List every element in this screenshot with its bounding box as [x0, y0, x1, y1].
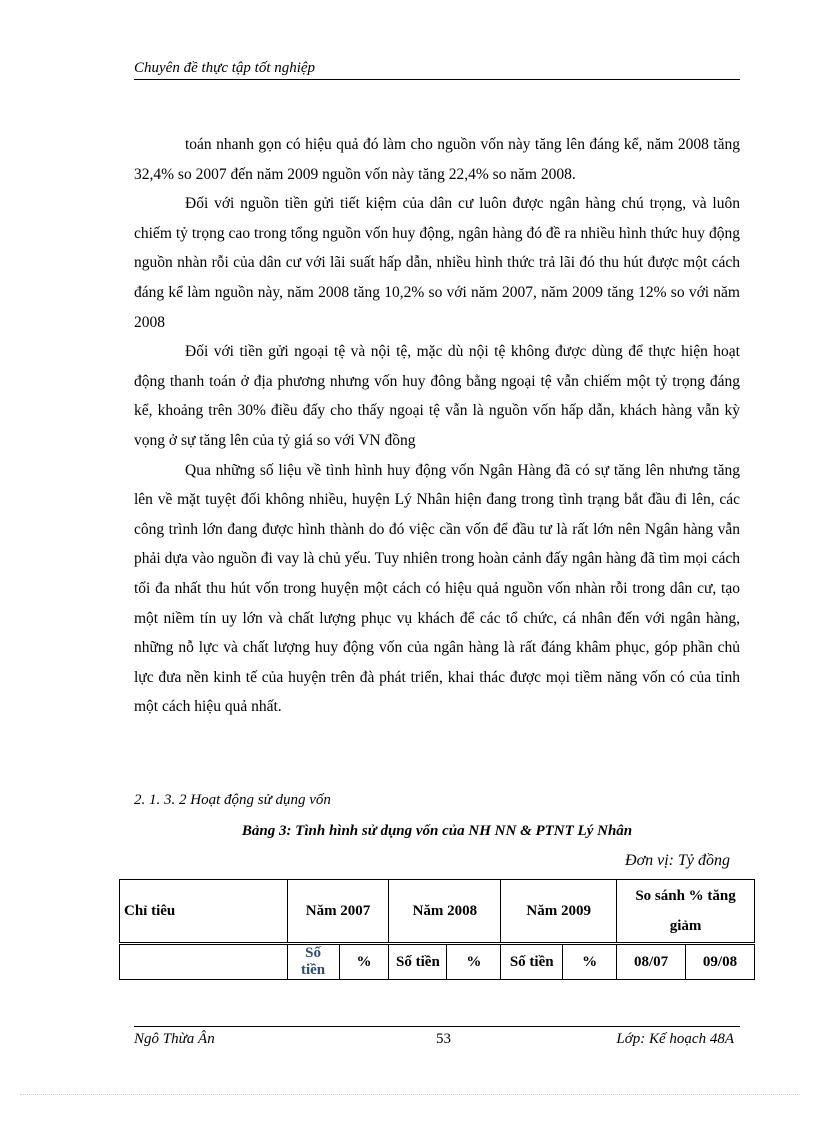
- header-indicator: Chỉ tiêu: [120, 880, 288, 944]
- subheader-amount-2007: Số tiền: [287, 944, 339, 980]
- subheader-cmp-0908: 09/08: [686, 944, 755, 980]
- subheader-amount-2009: Số tiền: [501, 944, 563, 980]
- header-year-2009: Năm 2009: [501, 880, 617, 944]
- paragraph-4: Qua những số liệu về tình hình huy động vốn Ngân Hàng đã có sự tăng lên nhưng tăng lên về mặt tuyệt đối không nhiều, huyện Lý Nhân hiện đang trong tình trạng bắt đầu đi lên, các công trình lớn đang được hình thành do đó việc cần vốn để đầu tư là rất lớn nên Ngân hàng vẫn phải dựa vào nguồn đi vay là chủ yếu. Tuy nhiên trong hoàn cảnh đấy ngân hàng đã tìm mọi cách tối đa nhất thu hút vốn trong huyện một cách có hiệu quả nguồn vốn nhàn rỗi trong dân cư, tạo một niềm tín uy lớn và chất lượng phục vụ khách để các tổ chức, cá nhân đến với ngân hàng, những nỗ lực và chất lượng huy động vốn của ngân hàng là rất đáng khâm phục, góp phần chủ lực đưa nền kinh tế của huyện trên đà phát triển, khai thác được mọi tiềm năng vốn có của tỉnh một cách hiệu quả nhất.: [134, 461, 740, 716]
- subheader-pct-2009: %: [563, 944, 617, 980]
- page-footer: [134, 1026, 740, 1051]
- subheader-pct-2008: %: [447, 944, 501, 980]
- table-caption: Bảng 3: Tình hình sử dụng vốn của NH NN & PTNT Lý Nhân: [241, 823, 633, 839]
- paragraph-3: Đối với tiền gửi ngoại tệ và nội tệ, mặc dù nội tệ không được dùng để thực hiện hoạt động thanh toán ở địa phương nhưng vốn huy đông bằng ngoại tệ vẫn chiếm một tỷ trọng đáng kể, khoảng trên 30% điều đấy cho thấy ngoại tệ vẫn là nguồn vốn hấp dẫn, khách hàng vẫn kỳ vọng ở sự tăng lên của tỷ giá so với VN đồng: [134, 343, 740, 449]
- header-year-2007: Năm 2007: [287, 880, 389, 944]
- header-year-2008: Năm 2008: [389, 880, 501, 944]
- section-heading: 2. 1. 3. 2 Hoạt động sử dụng vốn: [134, 792, 331, 808]
- subheader-empty: [120, 944, 288, 980]
- footer-class: Lớp: Kế hoạch 48A: [616, 1031, 734, 1047]
- subheader-amount-2008: Số tiền: [389, 944, 447, 980]
- table-header-row: [120, 880, 755, 944]
- table-unit: Đơn vị: Tỷ đồng: [625, 852, 730, 869]
- subheader-cmp-0807: 08/07: [617, 944, 686, 980]
- paragraph-1: toán nhanh gọn có hiệu quả đó làm cho nguồn vốn này tăng lên đáng kể, năm 2008 tăng 32,4% so 2007 đến năm 2009 nguồn vốn này tăng 22,4% so năm 2008.: [134, 136, 740, 183]
- table-subheader-row: [120, 944, 755, 980]
- header-compare: So sánh % tăng giảm: [617, 880, 755, 944]
- body-text: [134, 130, 740, 722]
- page-bottom-divider: [20, 1094, 800, 1095]
- footer-author: Ngô Thừa Ân: [134, 1031, 215, 1047]
- page-header: [134, 58, 740, 80]
- page-number: 53: [436, 1031, 451, 1047]
- capital-usage-table: [119, 879, 755, 980]
- paragraph-2: Đối với nguồn tiền gửi tiết kiệm của dân cư luôn được ngân hàng chú trọng, và luôn chiếm tỷ trọng cao trong tổng nguồn vốn huy động, ngân hàng đó đề ra nhiều hình thức huy động nguồn nhàn rỗi của dân cư với lãi suất hấp dẫn, nhiều hình thức trả lãi đó thu hút được một cách đáng kể làm nguồn này, năm 2008 tăng 10,2% so với năm 2007, năm 2009 tăng 12% so với năm 2008: [134, 195, 740, 331]
- subheader-pct-2007: %: [339, 944, 389, 980]
- header-title: Chuyên đề thực tập tốt nghiệp: [134, 60, 316, 76]
